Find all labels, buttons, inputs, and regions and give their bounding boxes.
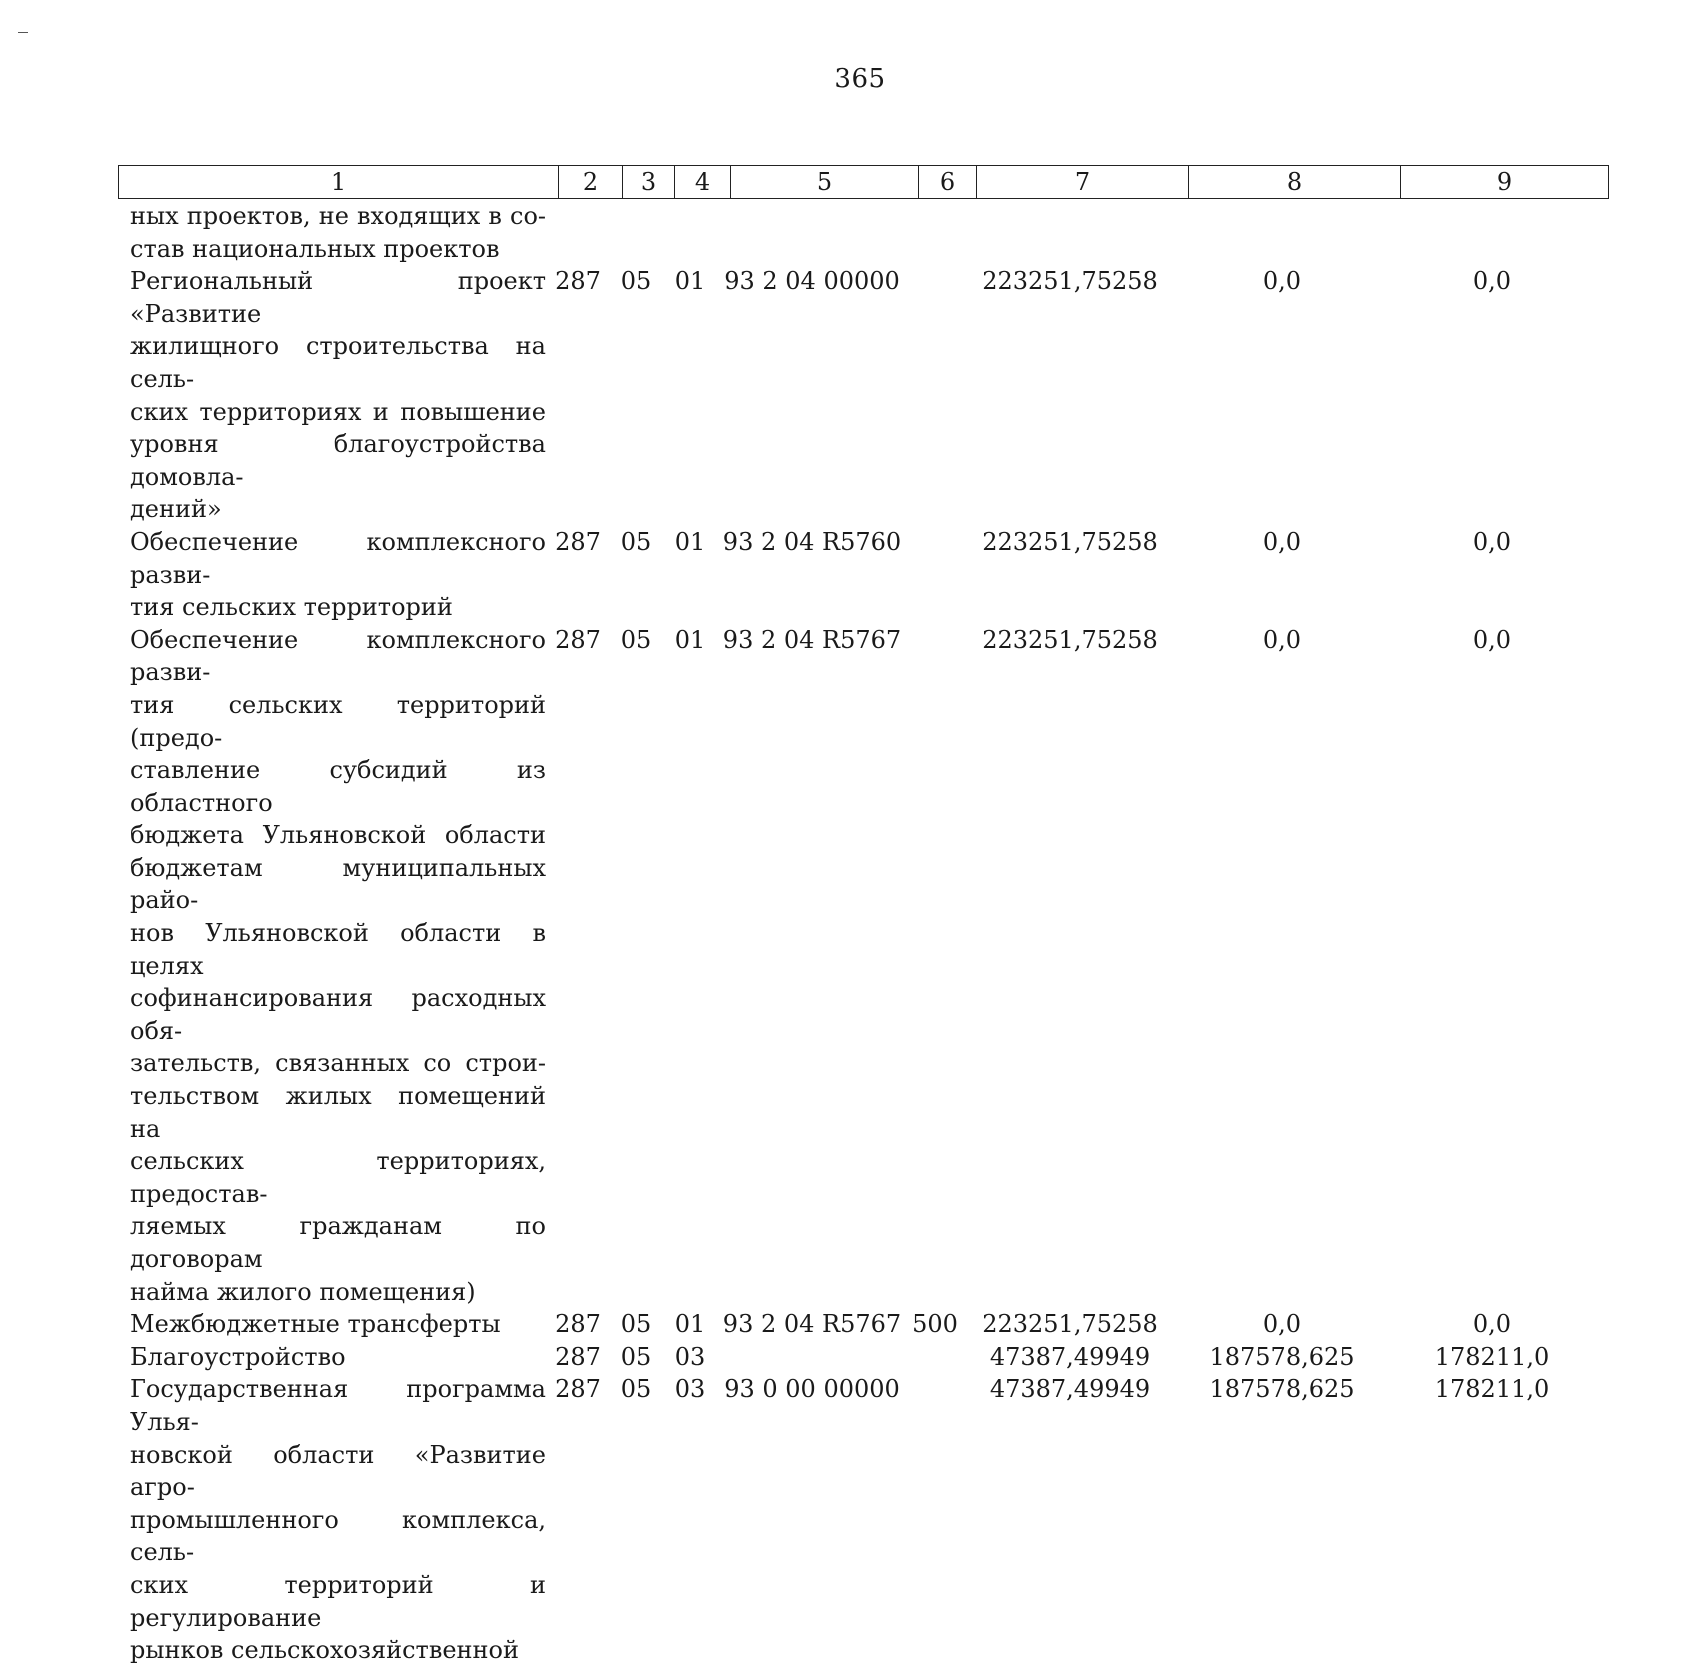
row-amount-col9: 0,0 [1472, 1310, 1512, 1339]
row-admin-code: 287 [555, 527, 601, 556]
column-header-table [118, 165, 1609, 199]
description-line: став национальных проектов [130, 234, 500, 263]
description-line: уровня благоустройства домовла- [130, 430, 546, 491]
row-description [118, 624, 546, 1308]
description-line: Обеспечение комплексного разви- [130, 527, 546, 589]
row-expense-type [906, 526, 964, 624]
row-section: 05 [620, 1310, 652, 1339]
row-amount-col8 [1176, 200, 1388, 265]
row-subsection: 01 [674, 267, 706, 296]
description-line: бюджетам муниципальных райо- [130, 853, 546, 915]
table-row [118, 1308, 1606, 1341]
row-amount-col7: 223251,75258 [982, 527, 1158, 556]
row-amount-col7: 223251,75258 [982, 625, 1158, 654]
description-line: сельских территориях, предостав- [130, 1147, 546, 1208]
row-section [610, 200, 662, 265]
description-line: ских территориях и повышение [130, 397, 546, 426]
row-target-article: 93 2 04 00000 [724, 267, 900, 296]
row-description [118, 200, 546, 265]
row-section: 05 [620, 625, 652, 654]
row-description [118, 1373, 546, 1666]
row-description [118, 1341, 546, 1374]
row-target-article [718, 200, 906, 265]
row-description [118, 526, 546, 624]
column-header-9: 9 [1401, 166, 1609, 199]
description-line: Региональный проект «Развитие [130, 267, 546, 328]
row-expense-type [906, 1341, 964, 1374]
row-amount-col8: 187578,625 [1209, 1375, 1355, 1404]
table-row [118, 200, 1606, 265]
table-row [118, 1373, 1606, 1666]
column-header-3: 3 [623, 166, 675, 199]
description-line: нов Ульяновской области в целях [130, 919, 546, 980]
description-line: найма жилого помещения) [130, 1277, 476, 1306]
column-header-1: 1 [119, 166, 559, 199]
table-body [118, 200, 1606, 1667]
description-line: Межбюджетные трансферты [130, 1310, 501, 1339]
description-line: промышленного комплекса, сель- [130, 1505, 546, 1567]
table-row [118, 624, 1606, 1308]
row-amount-col8: 0,0 [1262, 1310, 1302, 1339]
table-row [118, 265, 1606, 526]
row-amount-col7: 47387,49949 [989, 1342, 1151, 1371]
row-amount-col9 [1388, 200, 1596, 265]
row-admin-code [546, 200, 610, 265]
row-subsection: 01 [674, 625, 706, 654]
description-line: ных проектов, не входящих в со- [130, 202, 546, 230]
column-header-7: 7 [977, 166, 1189, 199]
description-line: тия сельских территорий [130, 593, 453, 622]
description-line: жилищного строительства на сель- [130, 332, 546, 393]
description-line: софинансирования расходных обя- [130, 984, 546, 1045]
description-line: бюджета Ульяновской области [130, 821, 546, 850]
row-target-article: 93 2 04 R5767 [722, 1310, 902, 1339]
row-target-article: 93 0 00 00000 [724, 1375, 900, 1404]
page-number: 365 [834, 64, 886, 94]
row-admin-code: 287 [555, 1375, 601, 1404]
row-section: 05 [620, 1375, 652, 1404]
row-expense-type [906, 1373, 964, 1666]
description-line: Обеспечение комплексного разви- [130, 625, 546, 687]
row-admin-code: 287 [555, 1342, 601, 1371]
row-subsection [662, 200, 718, 265]
column-header-6: 6 [919, 166, 977, 199]
row-expense-type: 500 [912, 1310, 958, 1339]
row-target-article: 93 2 04 R5760 [722, 527, 902, 556]
description-line: зательств, связанных со строи- [130, 1049, 546, 1078]
row-subsection: 03 [674, 1342, 706, 1371]
row-expense-type [906, 265, 964, 526]
column-header-4: 4 [675, 166, 731, 199]
description-line: ставление субсидий из областного [130, 756, 546, 817]
row-expense-type [906, 624, 964, 1308]
row-amount-col9: 0,0 [1472, 527, 1512, 556]
description-line: дений» [130, 495, 222, 524]
description-line: ляемых гражданам по договорам [130, 1212, 546, 1273]
row-amount-col8: 187578,625 [1209, 1342, 1355, 1371]
row-admin-code: 287 [555, 625, 601, 654]
row-amount-col7 [964, 200, 1176, 265]
row-section: 05 [620, 527, 652, 556]
row-section: 05 [620, 267, 652, 296]
column-header-2: 2 [559, 166, 623, 199]
row-target-article: 93 2 04 R5767 [722, 625, 902, 654]
row-amount-col9: 0,0 [1472, 625, 1512, 654]
column-header-8: 8 [1189, 166, 1401, 199]
row-amount-col8: 0,0 [1262, 625, 1302, 654]
description-line: тельством жилых помещений на [130, 1082, 546, 1143]
table-row [118, 526, 1606, 624]
row-subsection: 01 [674, 1310, 706, 1339]
row-subsection: 03 [674, 1375, 706, 1404]
column-header-5: 5 [731, 166, 919, 199]
description-line: Благоустройство [130, 1342, 346, 1371]
row-section: 05 [620, 1342, 652, 1371]
row-amount-col9: 0,0 [1472, 267, 1512, 296]
row-amount-col9: 178211,0 [1434, 1375, 1550, 1404]
column-header-row [119, 166, 1609, 199]
description-line: рынков сельскохозяйственной [130, 1636, 519, 1665]
row-admin-code: 287 [555, 267, 601, 296]
description-line: новской области «Развитие агро- [130, 1440, 546, 1502]
row-expense-type [906, 200, 964, 265]
description-line: Государственная программа Улья- [130, 1375, 546, 1436]
row-amount-col7: 223251,75258 [982, 1310, 1158, 1339]
row-description [118, 1308, 546, 1341]
description-line: ских территорий и регулирование [130, 1570, 546, 1632]
row-amount-col7: 223251,75258 [982, 267, 1158, 296]
row-amount-col8: 0,0 [1262, 527, 1302, 556]
row-amount-col8: 0,0 [1262, 267, 1302, 296]
row-amount-col7: 47387,49949 [989, 1375, 1151, 1404]
row-admin-code: 287 [555, 1310, 601, 1339]
row-target-article [718, 1341, 906, 1374]
table-row [118, 1341, 1606, 1374]
row-amount-col9: 178211,0 [1434, 1342, 1550, 1371]
description-line: тия сельских территорий (предо- [130, 690, 546, 752]
scan-artifact [18, 32, 28, 33]
row-description [118, 265, 546, 526]
row-subsection: 01 [674, 527, 706, 556]
